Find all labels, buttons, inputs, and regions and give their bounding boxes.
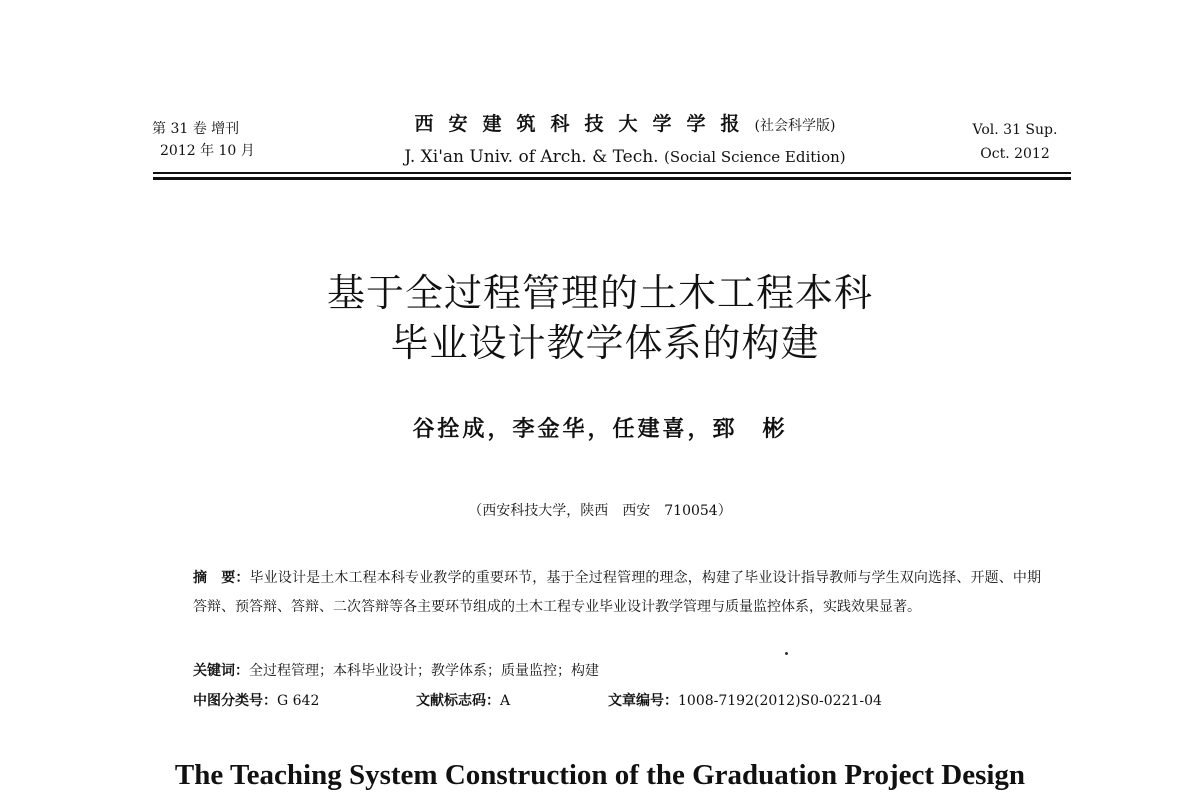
article-number <box>608 690 882 712</box>
volume-label-cn: 第 31 卷 增刊 <box>152 121 240 137</box>
article-no-value: 1008-7192(2012)S0-0221-04 <box>678 693 882 709</box>
stray-dot <box>785 652 788 655</box>
title-line-2: 毕业设计教学体系的构建 <box>390 321 820 365</box>
article-title-en: The Teaching System Construction of the Graduation Project Design <box>174 759 1026 791</box>
journal-name-en-main: J. Xi'an Univ. of Arch. & Tech. <box>404 147 659 167</box>
volume-label-en: Vol. 31 Sup. <box>972 122 1058 138</box>
abstract-text: 毕业设计是土木工程本科专业教学的重要环节，基于全过程管理的理念，构建了毕业设计指导教师与学生双向选择、开题、中期答辩、预答辩、答辩、二次答辩等各主要环节组成的土木工程专业毕业设计教学管理与质量监控体系，实践效果显著。 <box>193 570 1042 615</box>
abstract <box>193 564 1041 622</box>
doc-code-value: A <box>500 693 511 709</box>
journal-name-cn-main: 西安建筑科技大学学报 <box>414 113 755 135</box>
date-label-cn: 2012 年 10 月 <box>160 143 255 159</box>
header-rule-thin <box>153 172 1071 174</box>
doc-code-label: 文献标志码： <box>416 693 500 709</box>
document-code <box>416 690 510 712</box>
affiliation: （西安科技大学，陕西 西安 710054） <box>468 503 732 519</box>
journal-edition-cn: (社会科学版) <box>754 118 836 134</box>
header-rule-thick <box>153 177 1071 180</box>
volume-issue-en <box>940 118 1090 166</box>
clc-code <box>193 690 319 712</box>
date-label-en: Oct. 2012 <box>980 146 1050 162</box>
title-line-1: 基于全过程管理的土木工程本科 <box>326 271 873 315</box>
keywords <box>193 660 1041 682</box>
authors: 谷拴成，李金华，任建喜，郅 彬 <box>412 416 788 442</box>
article-no-label: 文章编号： <box>608 693 678 709</box>
keywords-label: 关键词： <box>193 663 249 679</box>
clc-label: 中图分类号： <box>193 693 277 709</box>
journal-name-en <box>325 144 925 170</box>
journal-name <box>325 110 925 170</box>
journal-name-cn <box>325 110 925 140</box>
volume-issue-cn <box>152 118 292 162</box>
abstract-label: 摘 要： <box>193 570 250 586</box>
article-title-cn <box>0 268 1200 368</box>
clc-value: G 642 <box>277 693 320 709</box>
keywords-text: 全过程管理；本科毕业设计；教学体系；质量监控；构建 <box>249 663 599 679</box>
journal-edition-en: (Social Science Edition) <box>663 148 846 166</box>
